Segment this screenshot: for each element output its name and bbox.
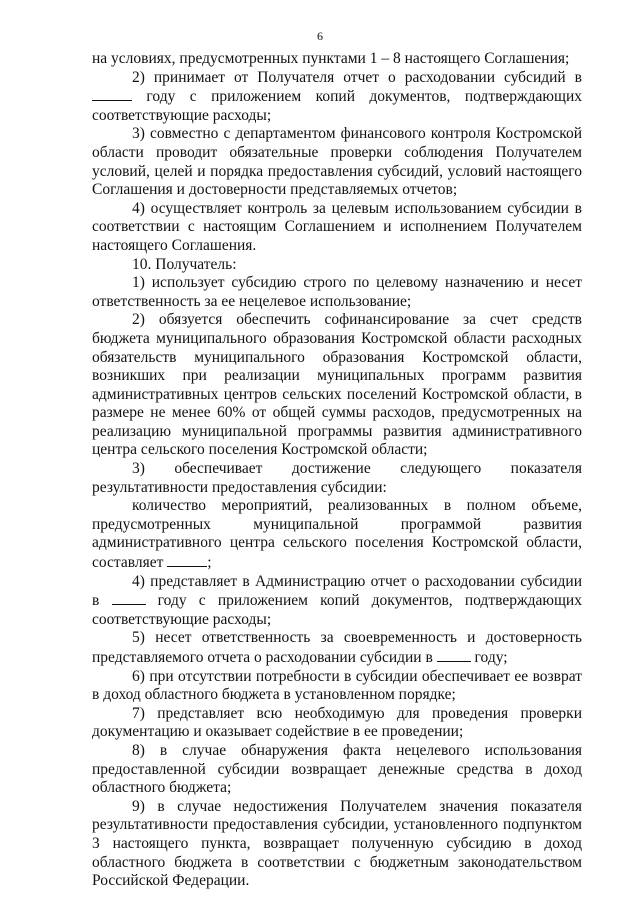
paragraph-p6: 2) обязуется обеспечить софинансирование за счет средств бюджета муниципального образования Костромской области расходных обязательств муниципального образования Костромской области, возникших при реализации муниципальных программ развития административных центров сельских поселений Костромской области, в размере не менее 60% от общей суммы расходов, предусмотренных на реализацию муниципальной программы развития административного центра сельского поселения Костромской области; — [92, 311, 582, 459]
paragraph-p10 — [92, 629, 582, 667]
paragraph-p4: 10. Получатель: — [132, 255, 237, 273]
paragraph-text-before-blank: 5) несет ответственность за своевременность и достоверность представляемого отчета о расходовании субсидии в — [92, 629, 582, 666]
paragraph-text-after-blank: ; — [207, 554, 212, 572]
paragraph-p7: 3) обеспечивает достижение следующего показателя результативности предоставления субсидии: — [92, 460, 582, 496]
fill-in-blank — [92, 87, 132, 101]
paragraph-text-before-blank: 4) представляет в Администрацию отчет о расходовании субсидии в — [92, 572, 582, 610]
paragraph-p8 — [92, 497, 582, 572]
paragraph-p5: 1) использует субсидию строго по целевому назначению и несет ответственность за ее нецелевое использование; — [92, 274, 582, 310]
fill-in-blank — [437, 648, 471, 662]
paragraph-p1 — [92, 69, 582, 126]
paragraph-text-after-blank: году с приложением копий документов, подтверждающих соответствующие расходы; — [92, 592, 582, 628]
fill-in-blank — [167, 553, 207, 567]
paragraph-p12: 7) представляет всю необходимую для проведения проверки документацию и оказывает содействие в ее проведении; — [92, 704, 582, 741]
paragraph-text-after-blank: году; — [470, 649, 508, 666]
paragraph-p2: 3) совместно с департаментом финансового контроля Костромской области проводит обязательные проверки соблюдения Получателем условий, целей и порядка предоставления субсидий, условий настоящего Соглашения и достоверности представляемых отчетов; — [92, 125, 582, 199]
document-body — [92, 50, 582, 891]
paragraph-p9 — [92, 573, 582, 630]
paragraph-text-before-blank: 2) принимает от Получателя отчет о расходовании субсидий в — [132, 68, 582, 86]
paragraph-text-before-blank: количество мероприятий, реализованных в полном объеме, предусмотренных муниципальной программой развития административного центра сельского поселения Костромской области, составляет — [92, 497, 582, 572]
paragraph-p11: 6) при отсутствии потребности в субсидии обеспечивает ее возврат в доход областного бюджета в установленном порядке; — [92, 667, 582, 704]
fill-in-blank — [112, 591, 146, 605]
paragraph-text-after-blank: году с приложением копий документов, подтверждающих соответствующие расходы; — [92, 88, 582, 124]
paragraph-p14: 9) в случае недостижения Получателем значения показателя результативности предоставления субсидии, установленного подпунктом 3 настоящего пункта, возвращает полученную субсидию в доход областного бюджета в соответствии с бюджетным законодательством Российской Федерации. — [92, 797, 582, 890]
paragraph-p0: на условиях, предусмотренных пунктами 1 – 8 настоящего Соглашения; — [92, 50, 570, 67]
paragraph-p3: 4) осуществляет контроль за целевым использованием субсидии в соответствии с настоящим Соглашением и исполнением Получателем настоящего Соглашения. — [92, 199, 582, 254]
page-number: 6 — [317, 29, 323, 43]
paragraph-p13: 8) в случае обнаружения факта нецелевого использования предоставленной субсидии возвращает денежные средства в доход областного бюджета; — [92, 741, 582, 797]
